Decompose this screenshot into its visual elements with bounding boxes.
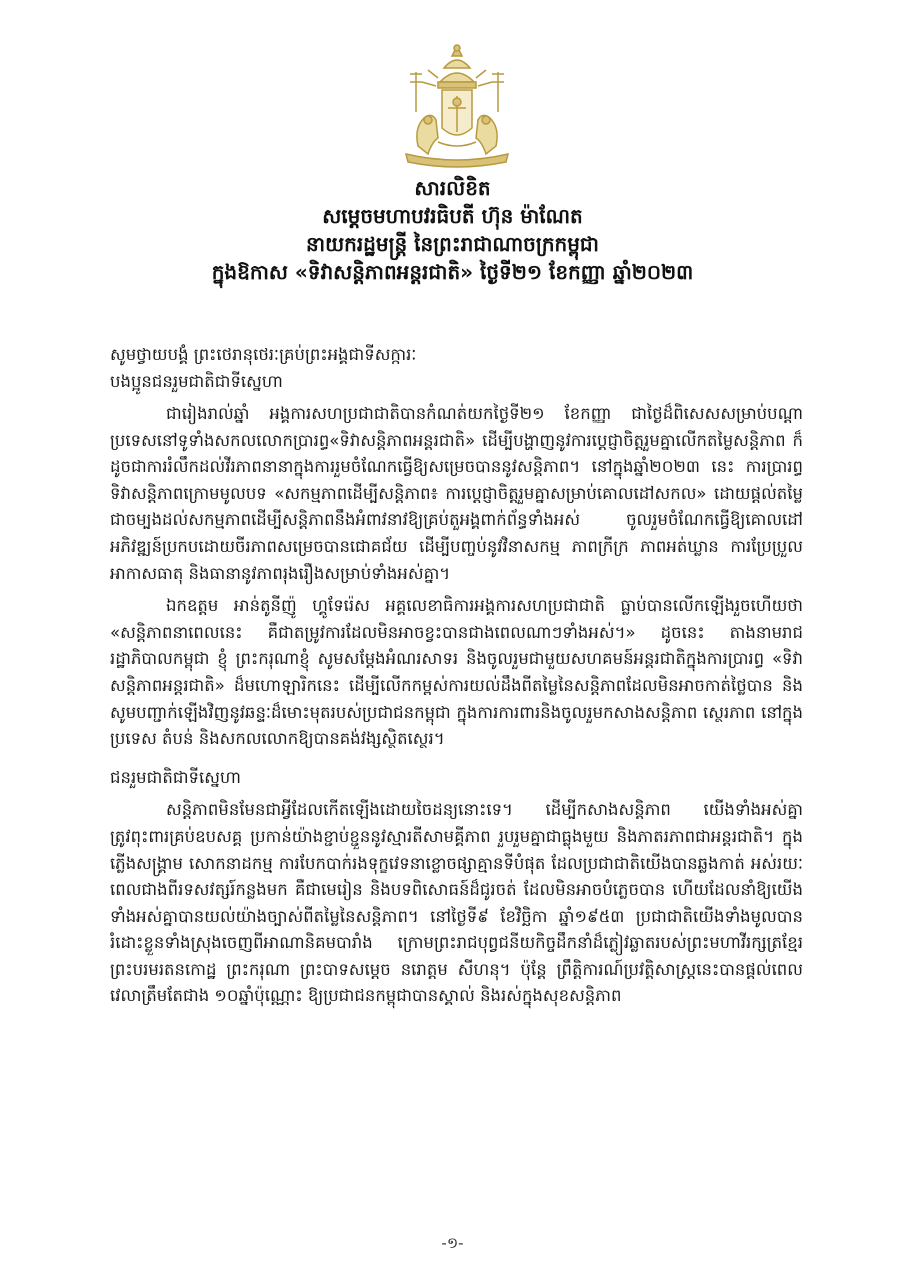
title-line-4: ក្នុងឱកាស «ទិវាសន្តិភាពអន្តរជាតិ» ថ្ងៃទី២១ ខែកញ្ញា ឆ្នាំ២០២៣: [211, 260, 694, 284]
title-line-3: នាយករដ្ឋមន្ត្រី នៃព្រះរាជាណាចក្រកម្ពុជា: [306, 232, 599, 256]
section-heading: ជនរួមជាតិជាទីស្នេហា: [110, 767, 241, 787]
salutation-line-2: បងប្អូនជនរួមជាតិជាទីស្នេហា: [110, 372, 283, 391]
paragraph-3: សន្តិភាពមិនមែនជាអ្វីដែលកើតឡើងដោយចៃដន្យនោះទេ។ ដើម្បីកសាងសន្តិភាព យើងទាំងអស់គ្នាត្រូវពុះពារគ្រប់ឧបសគ្គ ប្រកាន់យ៉ាងខ្ជាប់ខ្ជួននូវស្មារតីសាមគ្គីភាព រួបរួមគ្នាជាធ្លុងមួយ និងភាតរភាពជាអន្តរជាតិ។ ក្នុងភ្លើងសង្គ្រាម សោកនាដកម្ម ការបែកបាក់រងទុក្ខវេទនាខ្លោចផ្សាគ្មានទីបំផុត ដែលប្រជាជាតិយើងបានឆ្លងកាត់ អស់រយៈពេលជាងពីរទសវត្សរ៍កន្លងមក គឺជាមេរៀន និងបទពិសោធន៍ដ៏ជូរចត់ ដែលមិនអាចបំភ្លេចបាន ហើយដែលនាំឱ្យយើងទាំងអស់គ្នាបានយល់យ៉ាងច្បាស់ពីតម្លៃនៃសន្តិភាព។ នៅថ្ងៃទី៩ ខែវិច្ឆិកា ឆ្នាំ១៩៥៣ ប្រជាជាតិយើងទាំងមូលបានរំដោះខ្លួនទាំងស្រុងចេញពីអាណានិគមបារាំង ក្រោមព្រះរាជបុព្វជនីយកិច្ចដឹកនាំដ៏ភ្លៀវឆ្លាតរបស់ព្រះមហាវីរក្សត្រខ្មែរ ព្រះបរមរតនកោដ្ឋ ព្រះករុណា ព្រះបាទសម្តេច នរោត្តម សីហនុ។ ប៉ុន្តែ ព្រឹត្តិការណ៍ប្រវត្តិសាស្ត្រនេះបានផ្តល់ពេលវេលាត្រឹមតែជាង ១០ឆ្នាំប៉ុណ្ណោះ ឱ្យប្រជាជនកម្ពុជាបានស្គាល់ និងរស់ក្នុងសុខសន្តិភាព: [110, 800, 803, 1006]
salutation-line-1: សូមថ្វាយបង្គំ ព្រះថេរានុថេរៈគ្រប់ព្រះអង្គជាទីសក្ការៈ: [110, 345, 417, 364]
paragraph-2: ឯកឧត្តម អាន់តូនីញ៉ូ ហ្គូទែរ៉េស អគ្គលេខាធិការអង្គការសហប្រជាជាតិ ធ្លាប់បានលើកឡើងរួចហើយថា «សន្តិភាពនាពេលនេះ គឺជាតម្រូវការដែលមិនអាចខ្វះបានជាងពេលណាៗទាំងអស់។» ដូចនេះ តាងនាមរាជរដ្ឋាភិបាលកម្ពុជា ខ្ញុំ ព្រះករុណាខ្ញុំ សូមសម្តែងអំណរសាទរ និងចូលរួមជាមួយសហគមន៍អន្តរជាតិក្នុងការប្រារព្ធ «ទិវាសន្តិភាពអន្តរជាតិ» ដ៏មហោឡារិកនេះ ដើម្បីលើកកម្ពស់ការយល់ដឹងពីតម្លៃនៃសន្តិភាពដែលមិនអាចកាត់ថ្លៃបាន និងសូមបញ្ជាក់ឡើងវិញនូវឆន្ទៈដ៏មោះមុតរបស់ប្រជាជនកម្ពុជា ក្នុងការការពារនិងចូលរួមកសាងសន្តិភាព ស្ថេរភាព នៅក្នុងប្រទេស តំបន់ និងសកលលោកឱ្យបានគង់វង្សស្ថិតស្ថេរ។: [110, 596, 803, 749]
letter-title: [60, 174, 845, 286]
royal-coat-of-arms-icon: [398, 42, 516, 170]
letter-body: [110, 341, 803, 1010]
title-line-2: សម្តេចមហាបវរធិបតី ហ៊ុន ម៉ាណែត: [322, 204, 583, 228]
page-number: -១-: [441, 1234, 464, 1252]
title-line-1: សារលិខិត: [414, 176, 491, 200]
paragraph-1: ជារៀងរាល់ឆ្នាំ អង្គការសហប្រជាជាតិបានកំណត់យកថ្ងៃទី២១ ខែកញ្ញា ជាថ្ងៃដ៏ពិសេសសម្រាប់បណ្តាប្រទេសនៅទូទាំងសកលលោកប្រារព្ធ«ទិវាសន្តិភាពអន្តរជាតិ» ដើម្បីបង្ហាញនូវការប្តេជ្ញាចិត្តរួមគ្នាលើកតម្លៃសន្តិភាព ក៏ដូចជាការរំលឹកដល់វីរភាពនានាក្នុងការរួមចំណែកធ្វើឱ្យសម្រេចបាននូវសន្តិភាព។ នៅក្នុងឆ្នាំ២០២៣ នេះ ការប្រារព្ធទិវាសន្តិភាពក្រោមមូលបទ «សកម្មភាពដើម្បីសន្តិភាព៖ ការប្តេជ្ញាចិត្តរួមគ្នាសម្រាប់គោលដៅសកល» ដោយផ្តល់តម្លៃជាចម្បងដល់សកម្មភាពដើម្បីសន្តិភាពនឹងអំពាវនាវឱ្យគ្រប់តួអង្គពាក់ព័ន្ធទាំងអស់ ចូលរួមចំណែកធ្វើឱ្យគោលដៅអភិវឌ្ឍន៍ប្រកបដោយចីរភាពសម្រេចបានជោគជ័យ ដើម្បីបញ្ចប់នូវវិនាសកម្ម ភាពក្រីក្រ ភាពអត់ឃ្លាន ការប្រែប្រួលអាកាសធាតុ និងធានានូវភាពរុងរឿងសម្រាប់ទាំងអស់គ្នា។: [110, 404, 803, 583]
